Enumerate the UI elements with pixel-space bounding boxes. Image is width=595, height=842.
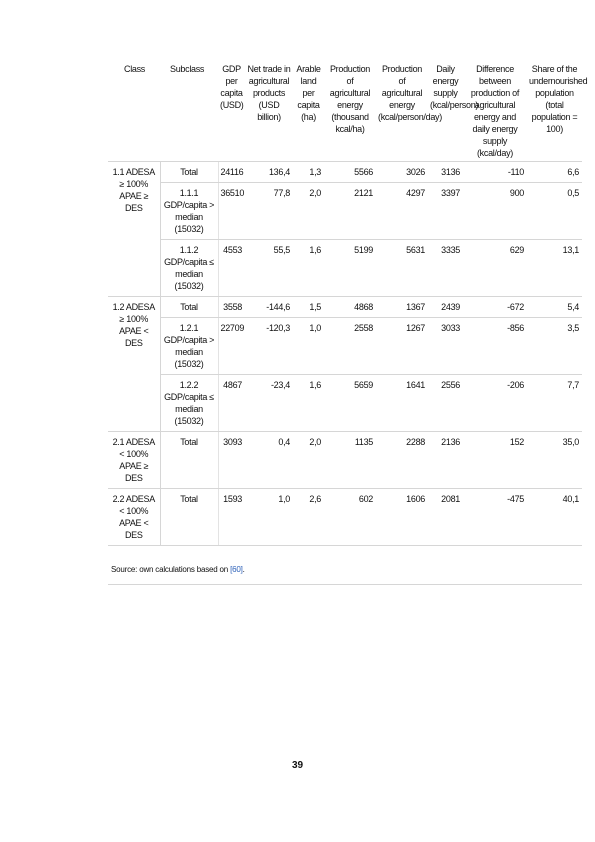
value-cell: 3397 [428,183,463,240]
value-cell: 136,4 [245,162,293,183]
value-cell: 1,5 [293,297,324,318]
value-cell: 5199 [324,240,376,297]
value-cell: -672 [463,297,527,318]
value-cell: 0,5 [527,183,582,240]
class-cell: 2.2 ADESA < 100% APAE < DES [108,489,160,546]
value-cell: 2558 [324,318,376,375]
value-cell: -110 [463,162,527,183]
subclass-cell: Total [160,162,218,183]
value-cell: 3558 [218,297,245,318]
column-header: Production of agricultural energy (kcal/person/day) [376,61,428,162]
value-cell: 4868 [324,297,376,318]
value-cell: 2,0 [293,183,324,240]
agricultural-energy-table [108,61,588,546]
value-cell: 1593 [218,489,245,546]
page-number: 39 [291,760,304,771]
table-header [108,61,588,162]
column-header: Net trade in agricultural products (USD billion) [245,61,293,162]
table-row [108,183,582,240]
table-row [108,162,582,183]
value-cell: 1641 [376,375,428,432]
value-cell: 3335 [428,240,463,297]
source-note-end: . [242,565,245,574]
table-row [108,297,582,318]
value-cell: -23,4 [245,375,293,432]
value-cell: 77,8 [245,183,293,240]
value-cell: 152 [463,432,527,489]
value-cell: 629 [463,240,527,297]
column-header: Subclass [160,61,218,162]
source-note [111,565,245,574]
value-cell: 4553 [218,240,245,297]
value-cell: 1367 [376,297,428,318]
footer-divider [108,584,582,585]
value-cell: 3136 [428,162,463,183]
table-body [108,162,582,546]
value-cell: 1267 [376,318,428,375]
subclass-cell: 1.1.1 GDP/capita > median (15032) [160,183,218,240]
value-cell: 40,1 [527,489,582,546]
value-cell: 1606 [376,489,428,546]
value-cell: 3,5 [527,318,582,375]
value-cell: -475 [463,489,527,546]
value-cell: 1,6 [293,240,324,297]
class-cell: 1.2 ADESA ≥ 100% APAE < DES [108,297,160,432]
column-header: GDP per capita (USD) [218,61,245,162]
value-cell: 2136 [428,432,463,489]
column-header: Difference between production of agricultural energy and daily energy supply (kcal/day) [463,61,527,162]
value-cell: 2,0 [293,432,324,489]
value-cell: 0,4 [245,432,293,489]
column-header: Arable land per capita (ha) [293,61,324,162]
value-cell: 1135 [324,432,376,489]
subclass-cell: 1.2.1 GDP/capita > median (15032) [160,318,218,375]
value-cell: 3093 [218,432,245,489]
value-cell: 35,0 [527,432,582,489]
value-cell: 1,0 [245,489,293,546]
value-cell: 6,6 [527,162,582,183]
subclass-cell: Total [160,489,218,546]
value-cell: 1,0 [293,318,324,375]
value-cell: 2081 [428,489,463,546]
value-cell: -120,3 [245,318,293,375]
value-cell: 2,6 [293,489,324,546]
value-cell: 13,1 [527,240,582,297]
value-cell: 36510 [218,183,245,240]
value-cell: 22709 [218,318,245,375]
subclass-cell: 1.1.2 GDP/capita ≤ median (15032) [160,240,218,297]
subclass-cell: 1.2.2 GDP/capita ≤ median (15032) [160,375,218,432]
table-row [108,318,582,375]
table-row [108,432,582,489]
column-header: Share of the undernourished population (total population = 100) [527,61,582,162]
value-cell: 5631 [376,240,428,297]
column-header: Daily energy supply (kcal/person) [428,61,463,162]
value-cell: 602 [324,489,376,546]
class-cell: 1.1 ADESA ≥ 100% APAE ≥ DES [108,162,160,297]
subclass-cell: Total [160,297,218,318]
value-cell: 55,5 [245,240,293,297]
table-row [108,240,582,297]
value-cell: 2556 [428,375,463,432]
value-cell: 2121 [324,183,376,240]
class-cell: 2.1 ADESA < 100% APAE ≥ DES [108,432,160,489]
value-cell: -206 [463,375,527,432]
source-note-text: Source: own calculations based on [111,565,231,574]
value-cell: 5566 [324,162,376,183]
value-cell: 5,4 [527,297,582,318]
table-row [108,489,582,546]
value-cell: 900 [463,183,527,240]
column-header: Class [108,61,160,162]
value-cell: 2288 [376,432,428,489]
value-cell: 4867 [218,375,245,432]
subclass-cell: Total [160,432,218,489]
value-cell: -144,6 [245,297,293,318]
column-header: Production of agricultural energy (thousand kcal/ha) [324,61,376,162]
table-row [108,375,582,432]
value-cell: 3033 [428,318,463,375]
value-cell: -856 [463,318,527,375]
reference-link[interactable]: [60] [230,565,243,574]
value-cell: 1,6 [293,375,324,432]
value-cell: 3026 [376,162,428,183]
value-cell: 5659 [324,375,376,432]
value-cell: 4297 [376,183,428,240]
value-cell: 1,3 [293,162,324,183]
value-cell: 24116 [218,162,245,183]
value-cell: 2439 [428,297,463,318]
value-cell: 7,7 [527,375,582,432]
